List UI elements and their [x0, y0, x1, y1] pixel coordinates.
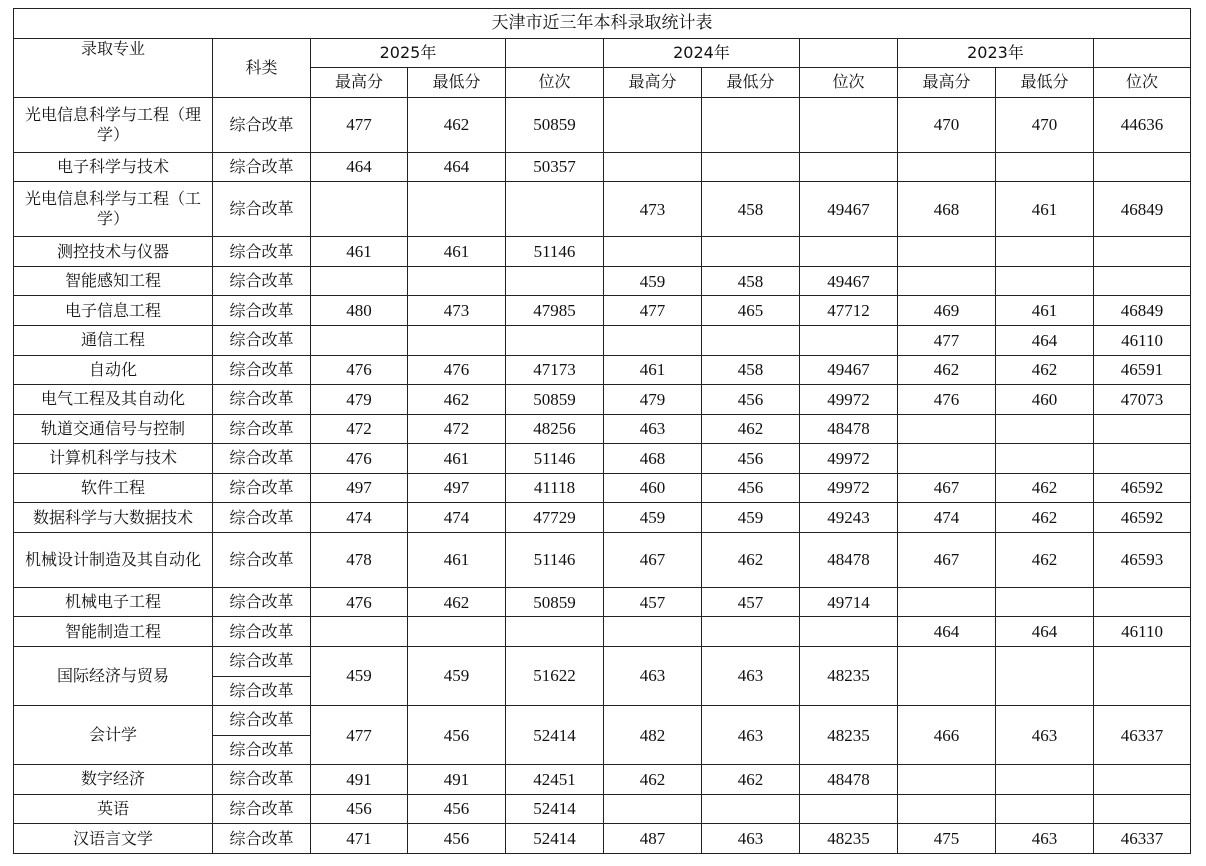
- max-y2025-cell: 464: [311, 152, 408, 182]
- min-y2025-cell: 459: [408, 647, 506, 706]
- rank-y2023-cell: 46110: [1094, 326, 1191, 356]
- max-y2024-cell: [604, 152, 702, 182]
- max-y2024-cell: 461: [604, 355, 702, 385]
- min-y2023-cell: [996, 266, 1094, 296]
- category-cell: 综合改革: [213, 296, 311, 326]
- major-cell: 机械电子工程: [14, 587, 213, 617]
- max-y2023-cell: 462: [898, 355, 996, 385]
- max-y2025-cell: [311, 617, 408, 647]
- max-y2023-cell: 477: [898, 326, 996, 356]
- max-y2024-cell: 479: [604, 385, 702, 415]
- rank-y2025-cell: 47173: [506, 355, 604, 385]
- max-y2025-cell: 480: [311, 296, 408, 326]
- max-y2023-cell: 467: [898, 473, 996, 503]
- rank-y2025-cell: [506, 182, 604, 237]
- rank-y2025-cell: 50859: [506, 97, 604, 152]
- max-y2025-cell: 477: [311, 706, 408, 765]
- min-y2025-cell: [408, 617, 506, 647]
- rank-y2024-cell: [800, 152, 898, 182]
- min-y2025-cell: 456: [408, 706, 506, 765]
- min-y2025-cell: [408, 266, 506, 296]
- rank-y2025-cell: 47985: [506, 296, 604, 326]
- major-cell: 数据科学与大数据技术: [14, 503, 213, 533]
- rank-y2025-cell: 51146: [506, 532, 604, 587]
- header-rank-2025: 位次: [506, 68, 604, 98]
- category-cell: 综合改革: [213, 503, 311, 533]
- table-row: [14, 706, 1191, 736]
- max-y2025-cell: 476: [311, 587, 408, 617]
- max-y2024-cell: [604, 97, 702, 152]
- rank-y2025-cell: 50859: [506, 385, 604, 415]
- max-y2023-cell: 475: [898, 824, 996, 854]
- category-cell: 综合改革: [213, 326, 311, 356]
- rank-y2024-cell: 48478: [800, 532, 898, 587]
- min-y2024-cell: 465: [702, 296, 800, 326]
- min-y2025-cell: 472: [408, 414, 506, 444]
- max-y2023-cell: [898, 647, 996, 706]
- max-y2024-cell: [604, 326, 702, 356]
- table-row: [14, 266, 1191, 296]
- max-y2025-cell: 474: [311, 503, 408, 533]
- max-y2024-cell: 468: [604, 444, 702, 474]
- min-y2025-cell: 476: [408, 355, 506, 385]
- rank-y2024-cell: 49467: [800, 266, 898, 296]
- min-y2025-cell: 462: [408, 385, 506, 415]
- major-cell: 会计学: [14, 706, 213, 765]
- max-y2024-cell: 477: [604, 296, 702, 326]
- min-y2024-cell: 456: [702, 473, 800, 503]
- category-cell: 综合改革: [213, 152, 311, 182]
- major-cell: 英语: [14, 794, 213, 824]
- rank-y2023-cell: 46591: [1094, 355, 1191, 385]
- max-y2023-cell: [898, 765, 996, 795]
- rank-y2024-cell: 48478: [800, 765, 898, 795]
- table-row: [14, 326, 1191, 356]
- rank-y2023-cell: 46337: [1094, 706, 1191, 765]
- category-cell: 综合改革: [213, 385, 311, 415]
- category-cell: 综合改革: [213, 676, 311, 706]
- min-y2025-cell: 474: [408, 503, 506, 533]
- category-cell: 综合改革: [213, 617, 311, 647]
- max-y2025-cell: [311, 326, 408, 356]
- header-max-2025: 最高分: [311, 68, 408, 98]
- max-y2024-cell: [604, 794, 702, 824]
- rank-y2023-cell: 46593: [1094, 532, 1191, 587]
- rank-y2023-cell: 46110: [1094, 617, 1191, 647]
- max-y2024-cell: 459: [604, 266, 702, 296]
- min-y2025-cell: 462: [408, 97, 506, 152]
- table-title: 天津市近三年本科录取统计表: [14, 9, 1191, 39]
- table-row: [14, 647, 1191, 677]
- max-y2025-cell: 479: [311, 385, 408, 415]
- max-y2024-cell: 482: [604, 706, 702, 765]
- max-y2025-cell: 477: [311, 97, 408, 152]
- table-row: [14, 444, 1191, 474]
- min-y2024-cell: [702, 152, 800, 182]
- table-row: [14, 473, 1191, 503]
- category-cell: 综合改革: [213, 355, 311, 385]
- table-row: [14, 617, 1191, 647]
- rank-y2025-cell: 51146: [506, 444, 604, 474]
- table-row: [14, 587, 1191, 617]
- max-y2024-cell: 462: [604, 765, 702, 795]
- min-y2023-cell: [996, 647, 1094, 706]
- rank-y2024-cell: 49467: [800, 182, 898, 237]
- rank-y2025-cell: 51146: [506, 237, 604, 267]
- major-cell: 自动化: [14, 355, 213, 385]
- category-cell: 综合改革: [213, 97, 311, 152]
- header-max-2023: 最高分: [898, 68, 996, 98]
- header-blank: [506, 38, 604, 68]
- min-y2025-cell: 456: [408, 794, 506, 824]
- min-y2024-cell: 463: [702, 824, 800, 854]
- major-cell: 电子信息工程: [14, 296, 213, 326]
- min-y2025-cell: 464: [408, 152, 506, 182]
- min-y2024-cell: 458: [702, 266, 800, 296]
- category-cell: 综合改革: [213, 414, 311, 444]
- max-y2023-cell: 468: [898, 182, 996, 237]
- table-row: [14, 385, 1191, 415]
- rank-y2025-cell: 50859: [506, 587, 604, 617]
- max-y2023-cell: [898, 266, 996, 296]
- min-y2024-cell: [702, 326, 800, 356]
- max-y2023-cell: 466: [898, 706, 996, 765]
- header-year-2025: 2025年: [311, 38, 506, 68]
- table-row: [14, 503, 1191, 533]
- min-y2025-cell: 456: [408, 824, 506, 854]
- table-row: [14, 182, 1191, 237]
- min-y2023-cell: 460: [996, 385, 1094, 415]
- max-y2024-cell: 467: [604, 532, 702, 587]
- max-y2024-cell: 487: [604, 824, 702, 854]
- min-y2024-cell: [702, 617, 800, 647]
- max-y2025-cell: [311, 182, 408, 237]
- min-y2023-cell: 461: [996, 296, 1094, 326]
- table-row: [14, 794, 1191, 824]
- category-cell: 综合改革: [213, 237, 311, 267]
- rank-y2024-cell: [800, 794, 898, 824]
- rank-y2023-cell: 44636: [1094, 97, 1191, 152]
- category-cell: 综合改革: [213, 735, 311, 765]
- max-y2023-cell: [898, 794, 996, 824]
- min-y2023-cell: [996, 765, 1094, 795]
- min-y2024-cell: 459: [702, 503, 800, 533]
- min-y2024-cell: 456: [702, 385, 800, 415]
- major-cell: 数字经济: [14, 765, 213, 795]
- min-y2023-cell: [996, 794, 1094, 824]
- header-rank-2023: 位次: [1094, 68, 1191, 98]
- rank-y2025-cell: 48256: [506, 414, 604, 444]
- rank-y2025-cell: 41118: [506, 473, 604, 503]
- rank-y2023-cell: 46337: [1094, 824, 1191, 854]
- max-y2024-cell: 463: [604, 647, 702, 706]
- min-y2025-cell: [408, 182, 506, 237]
- header-year-2023: 2023年: [898, 38, 1094, 68]
- min-y2023-cell: 461: [996, 182, 1094, 237]
- table-row: [14, 765, 1191, 795]
- max-y2023-cell: [898, 152, 996, 182]
- max-y2023-cell: 464: [898, 617, 996, 647]
- header-rank-2024: 位次: [800, 68, 898, 98]
- max-y2023-cell: [898, 414, 996, 444]
- rank-y2025-cell: 50357: [506, 152, 604, 182]
- category-cell: 综合改革: [213, 532, 311, 587]
- min-y2023-cell: [996, 152, 1094, 182]
- header-blank: [800, 38, 898, 68]
- table-row: [14, 237, 1191, 267]
- table-row: [14, 97, 1191, 152]
- max-y2024-cell: [604, 237, 702, 267]
- table-row: [14, 152, 1191, 182]
- max-y2025-cell: [311, 266, 408, 296]
- max-y2023-cell: [898, 237, 996, 267]
- min-y2024-cell: 462: [702, 532, 800, 587]
- major-cell: 光电信息科学与工程（理学）: [14, 97, 213, 152]
- category-cell: 综合改革: [213, 706, 311, 736]
- min-y2023-cell: 462: [996, 473, 1094, 503]
- rank-y2023-cell: [1094, 794, 1191, 824]
- min-y2024-cell: [702, 97, 800, 152]
- admission-table: [13, 8, 1191, 854]
- major-cell: 轨道交通信号与控制: [14, 414, 213, 444]
- max-y2024-cell: 459: [604, 503, 702, 533]
- min-y2023-cell: 463: [996, 706, 1094, 765]
- max-y2023-cell: 470: [898, 97, 996, 152]
- rank-y2024-cell: 49972: [800, 444, 898, 474]
- min-y2025-cell: 473: [408, 296, 506, 326]
- category-cell: 综合改革: [213, 444, 311, 474]
- rank-y2023-cell: [1094, 444, 1191, 474]
- rank-y2024-cell: [800, 237, 898, 267]
- category-cell: 综合改革: [213, 182, 311, 237]
- max-y2023-cell: 467: [898, 532, 996, 587]
- min-y2023-cell: [996, 587, 1094, 617]
- header-min-2024: 最低分: [702, 68, 800, 98]
- max-y2025-cell: 476: [311, 355, 408, 385]
- rank-y2025-cell: 51622: [506, 647, 604, 706]
- min-y2024-cell: 462: [702, 765, 800, 795]
- min-y2023-cell: 462: [996, 355, 1094, 385]
- major-cell: 机械设计制造及其自动化: [14, 532, 213, 587]
- min-y2025-cell: [408, 326, 506, 356]
- max-y2024-cell: 473: [604, 182, 702, 237]
- max-y2024-cell: 457: [604, 587, 702, 617]
- table-row: [14, 414, 1191, 444]
- min-y2025-cell: 461: [408, 237, 506, 267]
- min-y2024-cell: 457: [702, 587, 800, 617]
- max-y2025-cell: 456: [311, 794, 408, 824]
- major-cell: 软件工程: [14, 473, 213, 503]
- rank-y2025-cell: 52414: [506, 706, 604, 765]
- min-y2024-cell: [702, 237, 800, 267]
- header-category: 科类: [213, 38, 311, 97]
- rank-y2025-cell: [506, 617, 604, 647]
- rank-y2023-cell: [1094, 152, 1191, 182]
- category-cell: 综合改革: [213, 794, 311, 824]
- category-cell: 综合改革: [213, 765, 311, 795]
- max-y2023-cell: 474: [898, 503, 996, 533]
- rank-y2025-cell: 42451: [506, 765, 604, 795]
- rank-y2024-cell: [800, 97, 898, 152]
- min-y2023-cell: 470: [996, 97, 1094, 152]
- rank-y2025-cell: 47729: [506, 503, 604, 533]
- max-y2024-cell: [604, 617, 702, 647]
- rank-y2024-cell: 49972: [800, 385, 898, 415]
- category-cell: 综合改革: [213, 824, 311, 854]
- rank-y2024-cell: 48235: [800, 824, 898, 854]
- table-row: [14, 532, 1191, 587]
- min-y2024-cell: 456: [702, 444, 800, 474]
- min-y2023-cell: 462: [996, 503, 1094, 533]
- rank-y2023-cell: [1094, 237, 1191, 267]
- rank-y2023-cell: [1094, 647, 1191, 706]
- rank-y2023-cell: 46849: [1094, 296, 1191, 326]
- min-y2025-cell: 461: [408, 532, 506, 587]
- rank-y2023-cell: 47073: [1094, 385, 1191, 415]
- rank-y2024-cell: [800, 617, 898, 647]
- major-cell: 通信工程: [14, 326, 213, 356]
- header-blank: [1094, 38, 1191, 68]
- min-y2024-cell: 462: [702, 414, 800, 444]
- min-y2025-cell: 462: [408, 587, 506, 617]
- category-cell: 综合改革: [213, 473, 311, 503]
- table-row: [14, 824, 1191, 854]
- min-y2023-cell: [996, 414, 1094, 444]
- rank-y2024-cell: 48235: [800, 706, 898, 765]
- rank-y2023-cell: [1094, 765, 1191, 795]
- min-y2024-cell: [702, 794, 800, 824]
- rank-y2025-cell: [506, 326, 604, 356]
- major-cell: 测控技术与仪器: [14, 237, 213, 267]
- max-y2025-cell: 472: [311, 414, 408, 444]
- min-y2023-cell: 464: [996, 326, 1094, 356]
- major-cell: 计算机科学与技术: [14, 444, 213, 474]
- min-y2023-cell: 462: [996, 532, 1094, 587]
- rank-y2025-cell: 52414: [506, 824, 604, 854]
- rank-y2025-cell: [506, 266, 604, 296]
- min-y2024-cell: 458: [702, 182, 800, 237]
- header-min-2025: 最低分: [408, 68, 506, 98]
- category-cell: 综合改革: [213, 647, 311, 677]
- max-y2023-cell: 469: [898, 296, 996, 326]
- table-body: [14, 9, 1191, 854]
- max-y2025-cell: 497: [311, 473, 408, 503]
- rank-y2024-cell: 47712: [800, 296, 898, 326]
- max-y2023-cell: 476: [898, 385, 996, 415]
- major-cell: 智能感知工程: [14, 266, 213, 296]
- min-y2023-cell: 464: [996, 617, 1094, 647]
- max-y2024-cell: 463: [604, 414, 702, 444]
- max-y2025-cell: 459: [311, 647, 408, 706]
- rank-y2023-cell: [1094, 587, 1191, 617]
- rank-y2023-cell: 46592: [1094, 473, 1191, 503]
- category-cell: 综合改革: [213, 587, 311, 617]
- major-cell: 光电信息科学与工程（工学）: [14, 182, 213, 237]
- header-max-2024: 最高分: [604, 68, 702, 98]
- major-cell: 国际经济与贸易: [14, 647, 213, 706]
- rank-y2024-cell: 49467: [800, 355, 898, 385]
- rank-y2024-cell: 49714: [800, 587, 898, 617]
- rank-y2024-cell: [800, 326, 898, 356]
- min-y2024-cell: 458: [702, 355, 800, 385]
- major-cell: 智能制造工程: [14, 617, 213, 647]
- rank-y2024-cell: 49972: [800, 473, 898, 503]
- major-cell: 电子科学与技术: [14, 152, 213, 182]
- major-cell: 电气工程及其自动化: [14, 385, 213, 415]
- table-row: [14, 355, 1191, 385]
- min-y2025-cell: 497: [408, 473, 506, 503]
- rank-y2023-cell: 46592: [1094, 503, 1191, 533]
- max-y2023-cell: [898, 444, 996, 474]
- header-min-2023: 最低分: [996, 68, 1094, 98]
- min-y2023-cell: [996, 444, 1094, 474]
- rank-y2023-cell: [1094, 414, 1191, 444]
- min-y2025-cell: 461: [408, 444, 506, 474]
- rank-y2025-cell: 52414: [506, 794, 604, 824]
- max-y2025-cell: 461: [311, 237, 408, 267]
- rank-y2024-cell: 48235: [800, 647, 898, 706]
- max-y2024-cell: 460: [604, 473, 702, 503]
- rank-y2023-cell: [1094, 266, 1191, 296]
- max-y2025-cell: 478: [311, 532, 408, 587]
- min-y2025-cell: 491: [408, 765, 506, 795]
- header-major: 录取专业: [14, 38, 213, 97]
- category-cell: 综合改革: [213, 266, 311, 296]
- max-y2025-cell: 471: [311, 824, 408, 854]
- header-year-2024: 2024年: [604, 38, 800, 68]
- major-cell: 汉语言文学: [14, 824, 213, 854]
- min-y2024-cell: 463: [702, 647, 800, 706]
- min-y2024-cell: 463: [702, 706, 800, 765]
- max-y2023-cell: [898, 587, 996, 617]
- max-y2025-cell: 491: [311, 765, 408, 795]
- rank-y2024-cell: 48478: [800, 414, 898, 444]
- table-row: [14, 296, 1191, 326]
- rank-y2024-cell: 49243: [800, 503, 898, 533]
- min-y2023-cell: 463: [996, 824, 1094, 854]
- min-y2023-cell: [996, 237, 1094, 267]
- max-y2025-cell: 476: [311, 444, 408, 474]
- rank-y2023-cell: 46849: [1094, 182, 1191, 237]
